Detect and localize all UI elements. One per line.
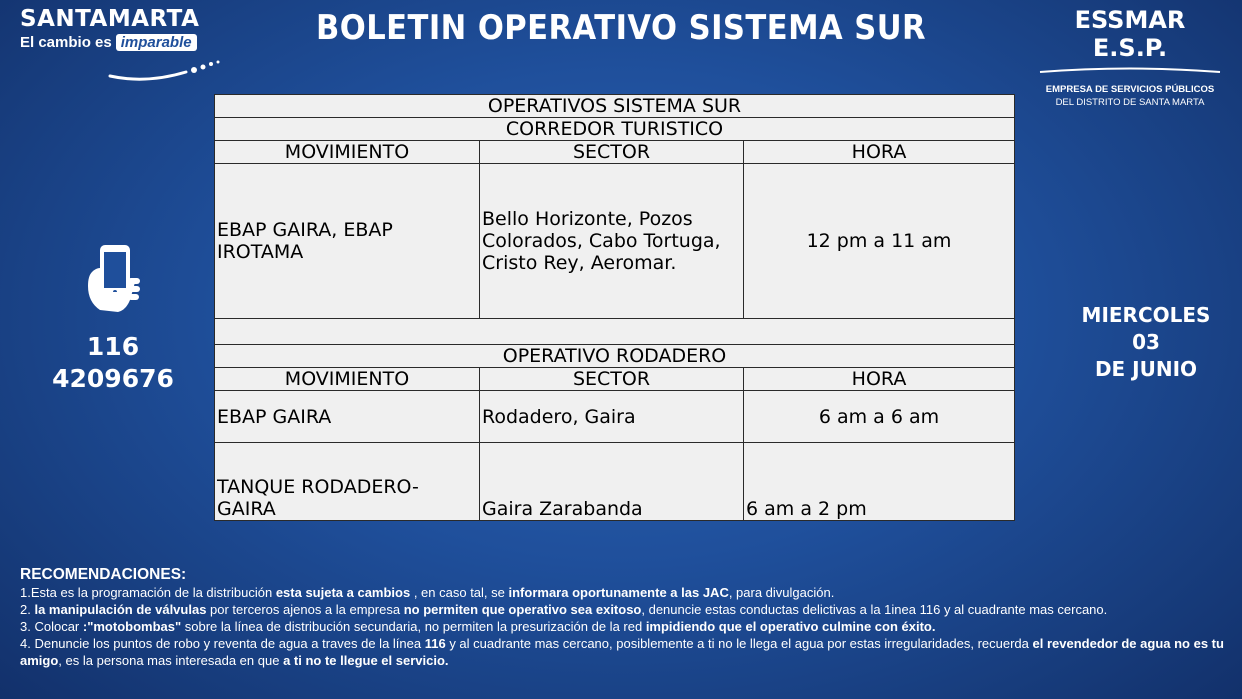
essmar-subtitle-2: DEL DISTRITO DE SANTA MARTA [1055, 97, 1205, 108]
table-row [215, 164, 1015, 319]
tagline-prefix: El cambio es [20, 34, 112, 51]
contact-block [48, 242, 178, 393]
tagline-highlight: imparable [116, 34, 197, 51]
essmar-logo-text: ESSMAR E.S.P. [1074, 6, 1186, 62]
section-title-corredor: CORREDOR TURISTICO [215, 118, 1015, 141]
wave-dots-decoration [106, 58, 226, 84]
cell-sector: Rodadero, Gaira [480, 391, 744, 443]
date-day: 03 [1132, 330, 1160, 354]
essmar-logo [1036, 6, 1224, 108]
phone-long-number: 4209676 [52, 364, 174, 393]
header-hora: HORA [744, 141, 1015, 164]
recommendation-item: 3. Colocar :"motobombas" sobre la línea de distribución secundaria, no permiten la presurización de la red impidiendo que el operativo culmine con éxito. [20, 619, 936, 634]
date-month: DE JUNIO [1094, 357, 1198, 381]
cell-sector: Gaira Zarabanda [480, 443, 744, 521]
cell-movimiento: TANQUE RODADERO-GAIRA [215, 443, 480, 521]
table-title: OPERATIVOS SISTEMA SUR [215, 95, 1015, 118]
header-sector: SECTOR [480, 368, 744, 391]
recommendations [20, 565, 1230, 669]
table-row [215, 443, 1015, 521]
section-title-rodadero: OPERATIVO RODADERO [215, 345, 1015, 368]
recommendation-item: 2. la manipulación de válvulas por terceros ajenos a la empresa no permiten que operativo sea exitoso, denuncie estas conductas delictivas a la 1inea 116 y al cuadrante mas cercano. [20, 602, 1108, 617]
cell-hora: 6 am a 6 am [744, 391, 1015, 443]
cell-hora: 6 am a 2 pm [744, 443, 1015, 521]
essmar-wave-icon [1036, 67, 1224, 75]
cell-hora: 12 pm a 11 am [744, 164, 1015, 319]
date-block [1080, 302, 1212, 383]
recommendation-item: 1.Esta es la programación de la distribución esta sujeta a cambios , en caso tal, se informara oportunamente a las JAC, para divulgación. [20, 585, 835, 600]
cell-sector: Bello Horizonte, Pozos Colorados, Cabo Tortuga, Cristo Rey, Aeromar. [480, 164, 744, 319]
header-movimiento: MOVIMIENTO [215, 368, 480, 391]
recommendation-item: 4. Denuncie los puntos de robo y reventa de agua a traves de la línea 116 y al cuadrante mas cercano, posiblemente a ti no le llega el agua por estas irregularidades, recuerda el revendedor de agua no es tu amigo, es la persona mas interesada en que a ti no te llegue el servicio. [20, 636, 1224, 668]
essmar-subtitle-1: EMPRESA DE SERVICIOS PÚBLICOS [1045, 84, 1215, 95]
operations-table [214, 94, 1015, 521]
spacer-row [215, 319, 1015, 345]
table-row [215, 391, 1015, 443]
cell-movimiento: EBAP GAIRA [215, 391, 480, 443]
santamarta-logo-text: SANTAMARTA [20, 6, 200, 32]
phone-short-number: 116 [86, 332, 140, 361]
date-weekday: MIERCOLES [1081, 303, 1211, 327]
phone-in-hand-icon [78, 242, 148, 314]
page-title: BOLETIN OPERATIVO SISTEMA SUR [315, 8, 927, 48]
header-sector: SECTOR [480, 141, 744, 164]
recommendations-title: RECOMENDACIONES: [20, 566, 187, 583]
header-movimiento: MOVIMIENTO [215, 141, 480, 164]
cell-movimiento: EBAP GAIRA, EBAP IROTAMA [215, 164, 480, 319]
header-hora: HORA [744, 368, 1015, 391]
